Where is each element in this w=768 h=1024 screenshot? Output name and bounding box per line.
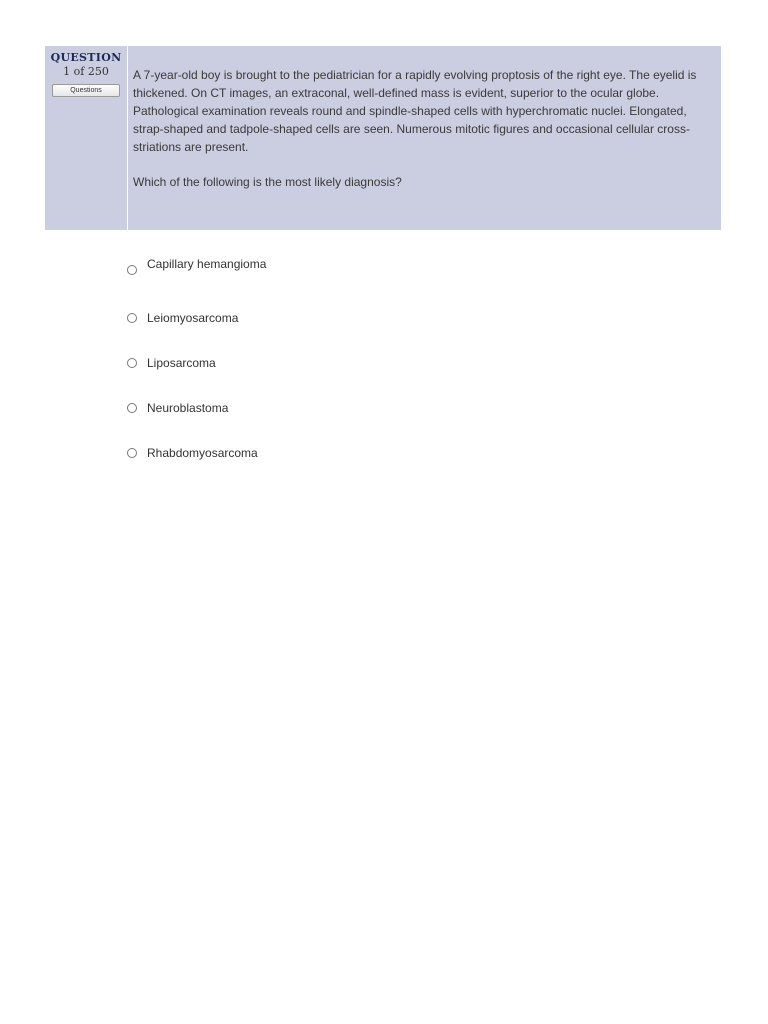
answer-label[interactable]: Neuroblastoma (147, 401, 229, 415)
question-content (128, 46, 721, 230)
question-prompt: Which of the following is the most likely diagnosis? (133, 175, 402, 189)
answer-label[interactable]: Rhabdomyosarcoma (147, 446, 258, 460)
radio-button[interactable] (127, 403, 137, 413)
answer-list (127, 255, 687, 489)
answer-option-leiomyosarcoma[interactable] (127, 309, 687, 327)
radio-button[interactable] (127, 448, 137, 458)
answer-option-rhabdomyosarcoma[interactable] (127, 444, 687, 462)
answer-option-neuroblastoma[interactable] (127, 399, 687, 417)
question-stem: A 7-year-old boy is brought to the pediatrician for a rapidly evolving proptosis of the right eye. The eyelid is thickened. On CT images, an extraconal, well-defined mass is evident, superior to the ocular globe. Pathological examination reveals round and spindle-shaped cells with hyperchromatic nuclei. Elongated, strap-shaped and tadpole-shaped cells are seen. Numerous mitotic figures and occasional cellular cross-striations are present. (133, 68, 697, 154)
answer-option-liposarcoma[interactable] (127, 354, 687, 372)
questions-button[interactable]: Questions (52, 84, 120, 97)
answer-label[interactable]: Liposarcoma (147, 356, 216, 370)
answer-option-capillary-hemangioma[interactable] (127, 255, 687, 273)
question-sidebar (45, 46, 128, 230)
radio-button[interactable] (127, 313, 137, 323)
question-panel (45, 46, 721, 230)
answer-label[interactable]: Capillary hemangioma (147, 257, 267, 271)
radio-button[interactable] (127, 358, 137, 368)
radio-button[interactable] (127, 265, 137, 275)
answer-label[interactable]: Leiomyosarcoma (147, 311, 239, 325)
question-counter: 1 of 250 (63, 65, 109, 78)
question-label: QUESTION (50, 51, 122, 64)
